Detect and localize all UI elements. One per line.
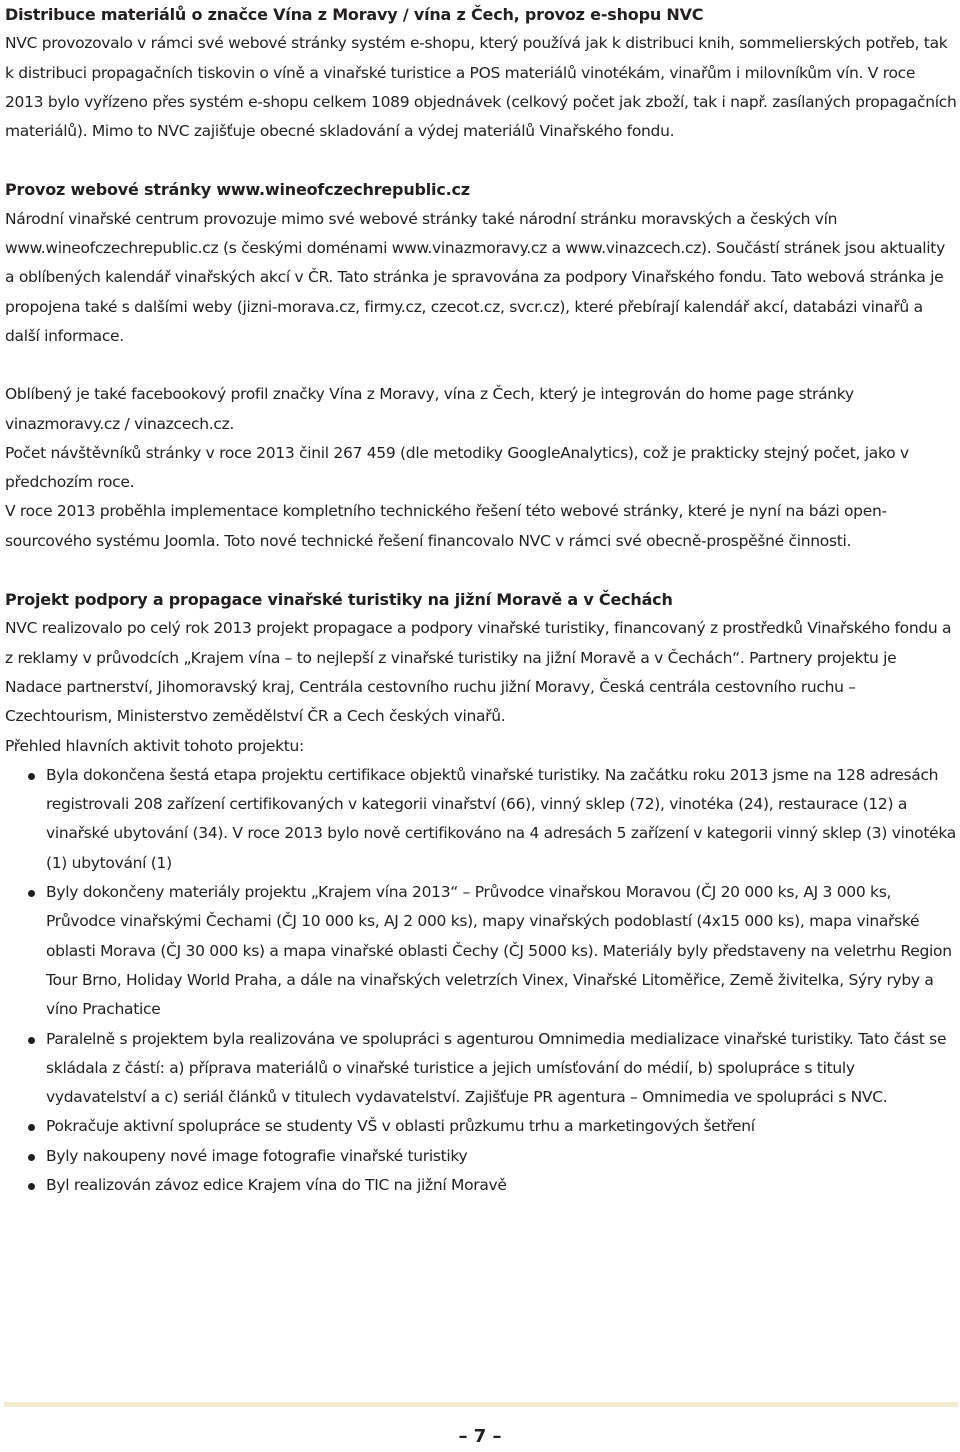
bullet-icon bbox=[28, 1154, 35, 1161]
website-paragraph-1: Národní vinařské centrum provozuje mimo své webové stránky také národní stránku moravských a českých vín www.wineofczechrepublic.cz (s českými doménami www.vinazmoravy.cz a www.vinazcech.cz). Součástí stránek jsou aktuality a oblíbených kalendář vinařských akcí v ČR. Tato stránka je spravována za podpory Vinařského fondu. Tato webová stránka je propojena také s dalšími weby (jizni-morava.cz, firmy.cz, czecot.cz, svcr.cz), které přebírají kalendář akcí, databázi vinařů a další informace. bbox=[5, 209, 945, 345]
spacer bbox=[5, 351, 957, 380]
bullet-icon bbox=[28, 890, 35, 897]
list-item-text: Byly nakoupeny nové image fotografie vinařské turistiky bbox=[46, 1146, 468, 1165]
footer-rule bbox=[4, 1402, 958, 1407]
spacer bbox=[5, 556, 957, 585]
bullet-icon bbox=[28, 1037, 35, 1044]
list-item bbox=[5, 1171, 957, 1200]
document-page bbox=[5, 0, 957, 1200]
bullet-icon bbox=[28, 773, 35, 780]
list-item-text: Byl realizován závoz edice Krajem vína do TIC na jižní Moravě bbox=[46, 1175, 507, 1194]
list-item bbox=[5, 878, 957, 1024]
section-heading-distribution: Distribuce materiálů o značce Vína z Moravy / vína z Čech, provoz e-shopu NVC bbox=[5, 5, 704, 24]
wine-tourism-paragraph: NVC realizovalo po celý rok 2013 projekt propagace a podpory vinařské turistiky, financovaný z prostředků Vinařského fondu a z reklamy v průvodcích „Krajem vína – to nejlepší z vinařské turistiky na jižní Moravě a v Čechách“. Partnery projektu je Nadace partnerství, Jihomoravský kraj, Centrála cestovního ruchu jižní Moravy, Česká centrála cestovního ruchu – Czechtourism, Ministerstvo zemědělství ČR a Cech českých vinařů. bbox=[5, 619, 952, 726]
distribution-paragraph: NVC provozovalo v rámci své webové stránky systém e-shopu, který používá jak k distribuci knih, sommelierských potřeb, tak k distribuci propagačních tiskovin o víně a vinařské turistice a POS materiálů vinotékám, vinařům i milovníkům vín. V roce 2013 bylo vyřízeno přes systém e-shopu celkem 1089 objednávek (celkový počet jak zboží, tak i např. zasílaných propagačních materiálů). Mimo to NVC zajišťuje obecné skladování a výdej materiálů Vinařského fondu. bbox=[5, 34, 957, 141]
section-heading-wine-tourism: Projekt podpory a propagace vinařské turistiky na jižní Moravě a v Čechách bbox=[5, 590, 673, 610]
activities-list bbox=[5, 761, 957, 1200]
bullet-icon bbox=[28, 1124, 35, 1131]
list-item-text: Paralelně s projektem byla realizována ve spolupráci s agenturou Omnimedia medializace vinařské turistiky. Tato část se skládala z částí: a) příprava materiálů o vinařské turistice a jejich umísťování do médií, b) spolupráce s tituly vydavatelství a c) seriál článků v titulech vydavatelství. Zajišťuje PR agentura – Omnimedia ve spolupráci s NVC. bbox=[46, 1029, 947, 1107]
section-heading-website: Provoz webové stránky www.wineofczechrepublic.cz bbox=[5, 180, 470, 200]
list-item bbox=[5, 1025, 957, 1113]
website-paragraph-4: V roce 2013 proběhla implementace kompletního technického řešení této webové stránky, které je nyní na bázi open-sourcového systému Joomla. Toto nové technické řešení financovalo NVC v rámci své obecně-prospěšné činnosti. bbox=[5, 502, 887, 550]
website-paragraph-3: Počet návštěvníků stránky v roce 2013 činil 267 459 (dle metodiky GoogleAnalytics), což je prakticky stejný počet, jako v předchozím roce. bbox=[5, 443, 909, 492]
website-paragraph-2: Oblíbený je také facebookový profil značky Vína z Moravy, vína z Čech, který je integrován do home page stránky vinazmoravy.cz / vinazcech.cz. bbox=[5, 385, 854, 433]
list-item-text: Pokračuje aktivní spolupráce se studenty VŠ v oblasti průzkumu trhu a marketingových šetření bbox=[46, 1117, 755, 1136]
list-item-text: Byla dokončena šestá etapa projektu certifikace objektů vinařské turistiky. Na začátku roku 2013 jsme na 128 adresách registrovali 208 zařízení certifikovaných v kategorii vinařství (66), vinný sklep (72), vinotéka (24), restaurace (12) a vinařské ubytování (34). V roce 2013 bylo nově certifikováno na 4 adresách 5 zařízení v kategorii vinný sklep (3) vinotéka (1) ubytování (1) bbox=[46, 765, 956, 872]
list-item bbox=[5, 1142, 957, 1171]
list-item bbox=[5, 761, 957, 878]
spacer bbox=[5, 146, 957, 175]
list-item bbox=[5, 1112, 957, 1141]
list-item-text: Byly dokončeny materiály projektu „Krajem vína 2013“ – Průvodce vinařskou Moravou (ČJ 20 000 ks, AJ 3 000 ks, Průvodce vinařskými Čechami (ČJ 10 000 ks, AJ 2 000 ks), mapy vinařských podoblastí (4x15 000 ks), mapa vinařské oblasti Morava (ČJ 30 000 ks) a mapa vinařské oblasti Čechy (ČJ 5000 ks). Materiály byly představeny na veletrhu Region Tour Brno, Holiday World Praha, a dále na vinařských veletrzích Vinex, Vinařské Litoměřice, Země živitelka, Sýry ryby a víno Prachatice bbox=[46, 883, 952, 1019]
bullet-icon bbox=[28, 1183, 35, 1190]
page-number: – 7 – bbox=[458, 1426, 502, 1447]
activities-overview-label: Přehled hlavních aktivit tohoto projektu: bbox=[5, 736, 304, 755]
